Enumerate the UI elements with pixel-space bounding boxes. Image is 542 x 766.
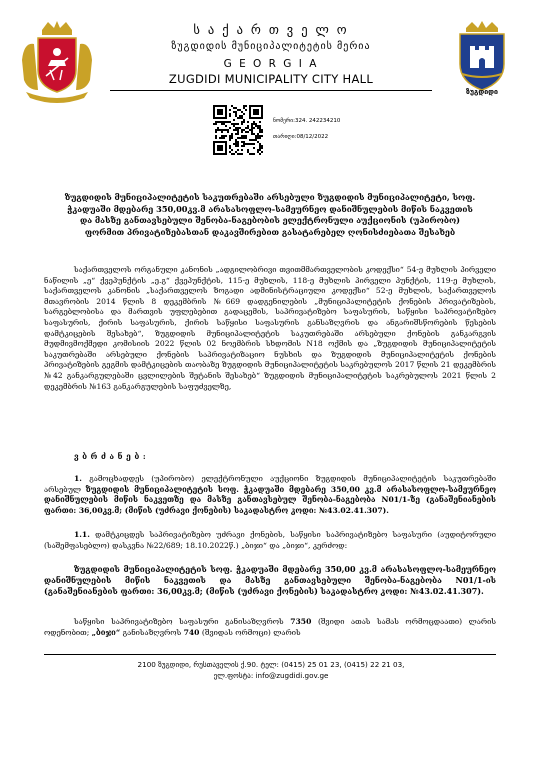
bid-step-words: (შვიდას ორმოცი) ლარის: [199, 627, 301, 637]
property-description: ზუგდიდის მუნიციპალიტეტის სოფ. ჭკადუაში მდებარე 350,00 კვ.მ არასასოფლო-სამეურნეო დანიშნულების მიწის ნაკვეთის და მასზე განთავსებული შენობა-ნაგებობა N01/1-ის (განაშენიანების ფართი: 36,00კვ.მ; (მიწის (უძრავი ქონების) საკადასტრო კოდი: №43.02.41.307).: [44, 564, 496, 596]
bid-step-text: განისაზღვროს: [120, 627, 184, 637]
item-1-1-number: 1.1.: [74, 530, 90, 539]
header-divider: [110, 90, 432, 91]
item-1-1-text: დამტკიცდეს საპრივატიზებო უძრავი ქონების, საწყისი საპრივატიზებო საფასური (აუდიტორული (საშემფასებლო) დასკვნა №22/689; 18.10.2022წ.) „ბიჯი“ და „ბიჯი“, კერძოდ:: [44, 530, 496, 550]
order-word: ვ ბ რ ძ ა ნ ე ბ :: [74, 452, 147, 461]
item-1-number: 1.: [74, 474, 82, 483]
header-city-hall-en: ZUGDIDI MUNICIPALITY CITY HALL: [168, 72, 374, 86]
item-1-paragraph: [44, 474, 496, 516]
starting-price-value: 7350: [290, 617, 312, 626]
header-city-hall-ka: ზუგდიდის მუნიციპალიტეტის მერია: [171, 41, 371, 52]
bid-step-value: 740: [183, 627, 200, 637]
bid-step-label: „ბიჯი“: [91, 627, 121, 637]
footer-address: [0, 659, 542, 681]
zugdidi-emblem-caption: ზუგდიდი: [466, 88, 498, 96]
item-1-text-bold: ზუგდიდის მუნიციპალიტეტის სოფ. ჭკადუაში მდებარე 350,00 კვ.მ არასასოფლო-სამეურნეო დანიშნულების მიწის ნაკვეთზე და მასზე განთავსებულ შენობა-ნაგებობა N01/1-ზე (განაშენიანების ფართი: 36,00კვ.მ; (მიწის (უძრავი ქონების) საკადასტრო კოდი: №43.02.41.307).: [44, 484, 496, 515]
starting-price-text: საწყისი საპრივატიზებო საფასური განისაზღვროს: [74, 617, 291, 626]
document-title: ზუგდიდის მუნიციპალიტეტის საკუთრებაში არსებული ზუგდიდის მუნიციპალიტეტი, სოფ. ჭკადუაში მდებარე 350,00კვ.მ არასასოფლო-სამეურნეო დანიშნულების მიწის ნაკვეთის და მასზე განთავსებული შენობა-ნაგებობის ელექტრონული აუქციონის (უპირობო) ფორმით პრივატიზებასთან დაკავშირებით გასატარებელ ღონისძიებათა შესახებ: [64, 192, 476, 237]
starting-price-paragraph: [44, 617, 496, 638]
header-country-en: G E O R G I A: [223, 58, 319, 70]
footer-address-line: 2100 ზუგდიდი, რუსთაველის ქ.90. ტელ: (0415) 25 01 23, (0415) 22 21 03,: [137, 660, 405, 669]
starting-price-words: (შვიდი ათას სამას ორმოცდაათი) ლარის ოდენობით;: [44, 617, 496, 637]
header-country-ka: ს ა ქ ა რ თ ვ ე ლ ო: [193, 22, 349, 37]
document-number: ნომერი:324. 242234210: [273, 118, 341, 124]
preamble-paragraph: საქართველოს ორგანული კანონის „ადგილობრივი თვითმმართველობის კოდექსი“ 54-ე მუხლის პირველი ნაწილის „ე“ ქვეპუნქტის „ე.გ“ ქვეპუნქტის, 115-ე მუხლის, 118-ე მუხლის პირველი პუნქტის, 119-ე მუხლის, საქართველოს კანონის „საქართველოს ზოგადი ადმინისტრაციული კოდექსი“ 52-ე მუხლის, საქართველოს მთავრობის 2014 წლის 8 დეკემბრის №669 დადგენილების „მუნიციპალიტეტის ქონების პრივატიზების, სარგებლობისა და მართვის უფლებებით გადაცემის, საპრივატიზებო საფასურის, საწყისი საპრივატიზებო საფასურის, ქირის საფასურის, ქირის საწყისი საფასურის განსაზღვრის და ანგარიშსწორების წესების დამტკიცების შესახებ“, ზუგდიდის მუნიციპალიტეტის საკუთრებაში არსებული ქონების განკარგვის მუდმივმოქმედი კომისიის 2022 წლის 02 ნოემბრის სხდომის N18 ოქმის და „ზუგდიდის მუნიციპალიტეტის საკუთრებაში არსებული ქონების საპრივატიზაციო ნუსხის და ზუგდიდის მუნიციპალიტეტის ქონების პრივატიზების გეგმის დამტკიცების თაობაზე ზუგდიდის მუნიციპალიტეტის საკრებულოს 2017 წლის 21 დეკემბრის №42 განკარგულებაში ცვლილების შეტანის შესახებ“ ზუგდიდის მუნიციპალიტეტის საკრებულოს 2021 წლის 2 დეკემბრის №163 განკარგულების საფუძველზე,: [44, 265, 496, 391]
item-1-1-paragraph: [44, 530, 496, 551]
item-1-text: გამოცხადდეს (უპირობო) ელექტრონული აუქციონი ზუგდიდის მუნიციპალიტეტის საკუთრებაში არსებულ: [44, 474, 496, 494]
qr-code-icon: [213, 105, 263, 155]
footer-email-line: ელ.ფოსტა: info@zugdidi.gov.ge: [213, 671, 329, 680]
footer-divider: [44, 654, 496, 655]
document-date: თარიღი:08/12/2022: [273, 134, 329, 140]
